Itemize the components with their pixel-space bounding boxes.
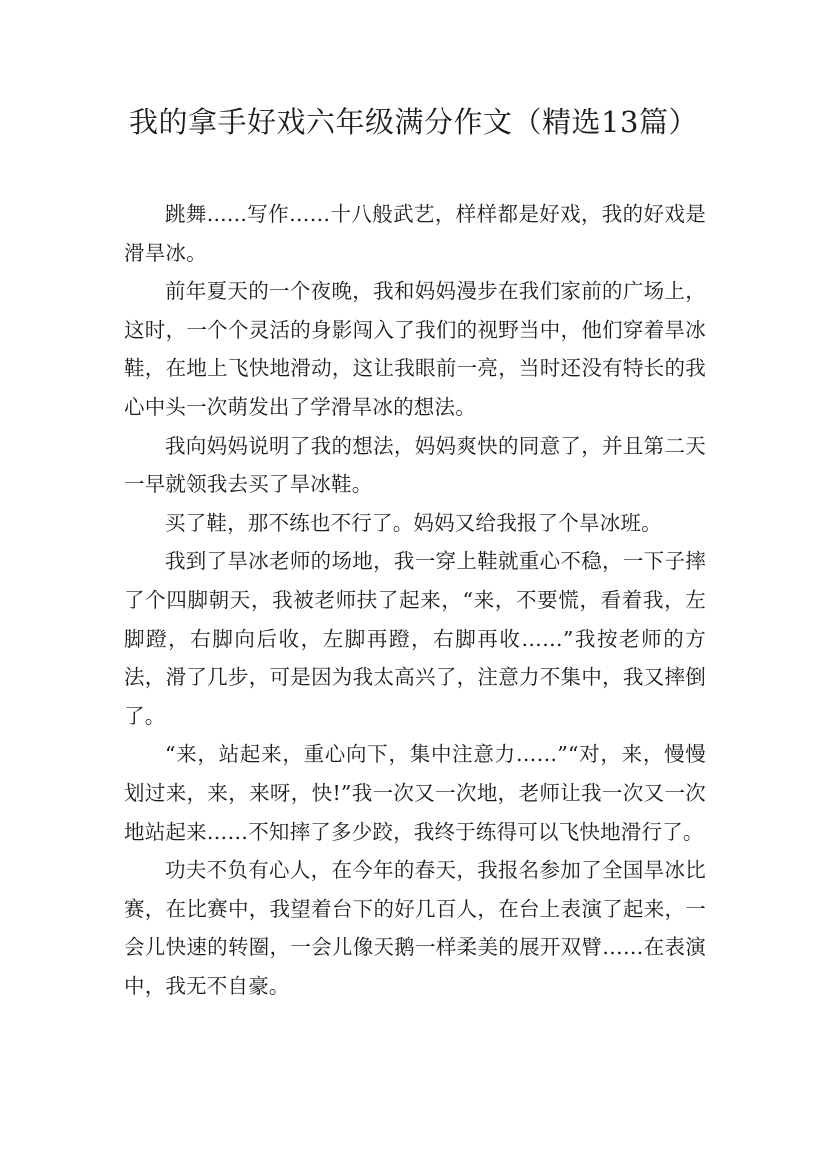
paragraph-3: 我向妈妈说明了我的想法，妈妈爽快的同意了，并且第二天一早就领我去买了旱冰鞋。 (124, 433, 706, 497)
paragraph-6: “来，站起来，重心向下，集中注意力……”“对，来，慢慢划过来，来，来呀，快!”我一次又一次地，老师让我一次又一次地站起来……不知摔了多少跤，我终于练得可以飞快地滑行了。 (124, 742, 706, 844)
document-title: 我的拿手好戏六年级满分作文（精选13篇） (129, 105, 698, 139)
paragraph-4: 买了鞋，那不练也不行了。妈妈又给我报了个旱冰班。 (165, 510, 662, 535)
paragraph-1: 跳舞......写作……十八般武艺，样样都是好戏，我的好戏是滑旱冰。 (124, 202, 706, 265)
paragraph-5: 我到了旱冰老师的场地，我一穿上鞋就重心不稳，一下子摔了个四脚朝天，我被老师扶了起来，“来，不要慌，看着我，左脚蹬，右脚向后收，左脚再蹬，右脚再收……”我按老师的方法，滑了几步，可是因为我太高兴了，注意力不集中，我又摔倒了。 (124, 549, 706, 728)
paragraph-2: 前年夏天的一个夜晚，我和妈妈漫步在我们家前的广场上，这时，一个个灵活的身影闯入了我们的视野当中，他们穿着旱冰鞋，在地上飞快地滑动，这让我眼前一亮，当时还没有特长的我心中头一次萌发出了学滑旱冰的想法。 (124, 279, 706, 419)
paragraph-7: 功夫不负有心人，在今年的春天，我报名参加了全国旱冰比赛，在比赛中，我望着台下的好几百人，在台上表演了起来，一会儿快速的转圈，一会儿像天鹅一样柔美的展开双臂……在表演中，我无不自豪。 (124, 858, 706, 998)
essay-body (124, 195, 706, 1005)
